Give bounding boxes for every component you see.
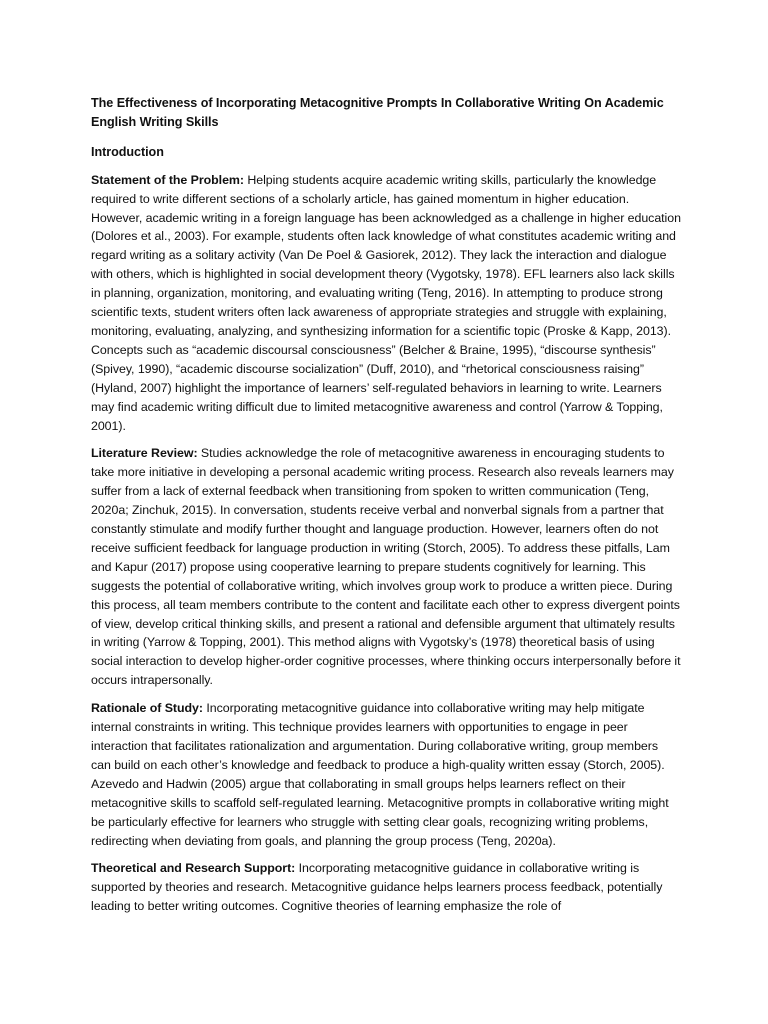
document-body [91, 94, 681, 925]
paragraph-text: Incorporating metacognitive guidance in collaborative writing is supported by theories and research. Metacognitive guidance helps learners process feedback, potentially leading to better writing outcomes. Cognitive theories of learning emphasize the role of [91, 861, 663, 914]
introduction-heading: Introduction [91, 144, 164, 159]
paragraph-lead: Theoretical and Research Support: [91, 861, 296, 876]
paragraph-lead: Rationale of Study: [91, 701, 203, 716]
document-title: The Effectiveness of Incorporating Metacognitive Prompts In Collaborative Writing On Academic English Writing Skills [91, 96, 664, 129]
paragraph-text: Studies acknowledge the role of metacognitive awareness in encouraging students to take more initiative in developing a personal academic writing process. Research also reveals learners may suffer from a lack of external feedback when transitioning from spoken to written communication (Teng, 2020a; Zinchuk, 2015). In conversation, students receive verbal and nonverbal signals from a partner that constantly stimulate and modify further thought and language production. However, learners often do not receive sufficient feedback for language production in writing (Storch, 2005). To address these pitfalls, Lam and Kapur (2017) propose using cooperative learning to prepare students cognitively for learning. This suggests the potential of collaborative writing, which involves group work to produce a written piece. During this process, all team members contribute to the content and facilitate each other to express divergent points of view, develop critical thinking skills, and present a rational and defensible argument that ultimately results in writing (Yarrow & Topping, 2001). This method aligns with Vygotsky’s (1978) theoretical basis of using social interaction to develop higher-order cognitive processes, where thinking occurs interpersonally before it occurs intrapersonally. [91, 446, 681, 688]
paragraph-literature-review [91, 444, 681, 690]
paragraph-theoretical-support [91, 859, 681, 916]
paragraph-lead: Literature Review: [91, 446, 198, 461]
paragraph-text: Helping students acquire academic writing skills, particularly the knowledge required to write different sections of a scholarly article, has gained momentum in higher education. However, academic writing in a foreign language has been acknowledged as a challenge in higher education (Dolores et al., 2003). For example, students often lack knowledge of what constitutes academic writing and regard writing as a solitary activity (Van De Poel & Gasiorek, 2012). They lack the interaction and dialogue with others, which is highlighted in social development theory (Vygotsky, 1978). EFL learners also lack skills in planning, organization, monitoring, and evaluating writing (Teng, 2016). In attempting to produce strong scientific texts, student writers often lack awareness of appropriate strategies and struggle with explaining, monitoring, evaluating, analyzing, and synthesizing information for a scientific topic (Proske & Kapp, 2013). Concepts such as “academic discoursal consciousness” (Belcher & Braine, 1995), “discourse synthesis” (Spivey, 1990), “academic discourse socialization” (Duff, 2010), and “rhetorical consciousness raising” (Hyland, 2007) highlight the importance of learners’ self-regulated behaviors in learning to write. Learners may find academic writing difficult due to limited metacognitive awareness and control (Yarrow & Topping, 2001). [91, 172, 681, 433]
paragraph-text: Incorporating metacognitive guidance into collaborative writing may help mitigate internal constraints in writing. This technique provides learners with opportunities to engage in peer interaction that facilitates rationalization and argumentation. During collaborative writing, group members can build on each other’s knowledge and feedback to produce a high-quality written essay (Storch, 2005). Azevedo and Hadwin (2005) argue that collaborating in small groups helps learners reflect on their metacognitive skills to scaffold self-regulated learning. Metacognitive prompts in collaborative writing might be particularly effective for learners who struggle with setting clear goals, recognizing writing problems, redirecting when deviating from goals, and planning the group process (Teng, 2020a). [91, 701, 669, 848]
paragraph-rationale-of-study [91, 699, 681, 850]
paragraph-statement-of-problem [91, 171, 681, 436]
paragraph-lead: Statement of the Problem: [91, 172, 244, 187]
